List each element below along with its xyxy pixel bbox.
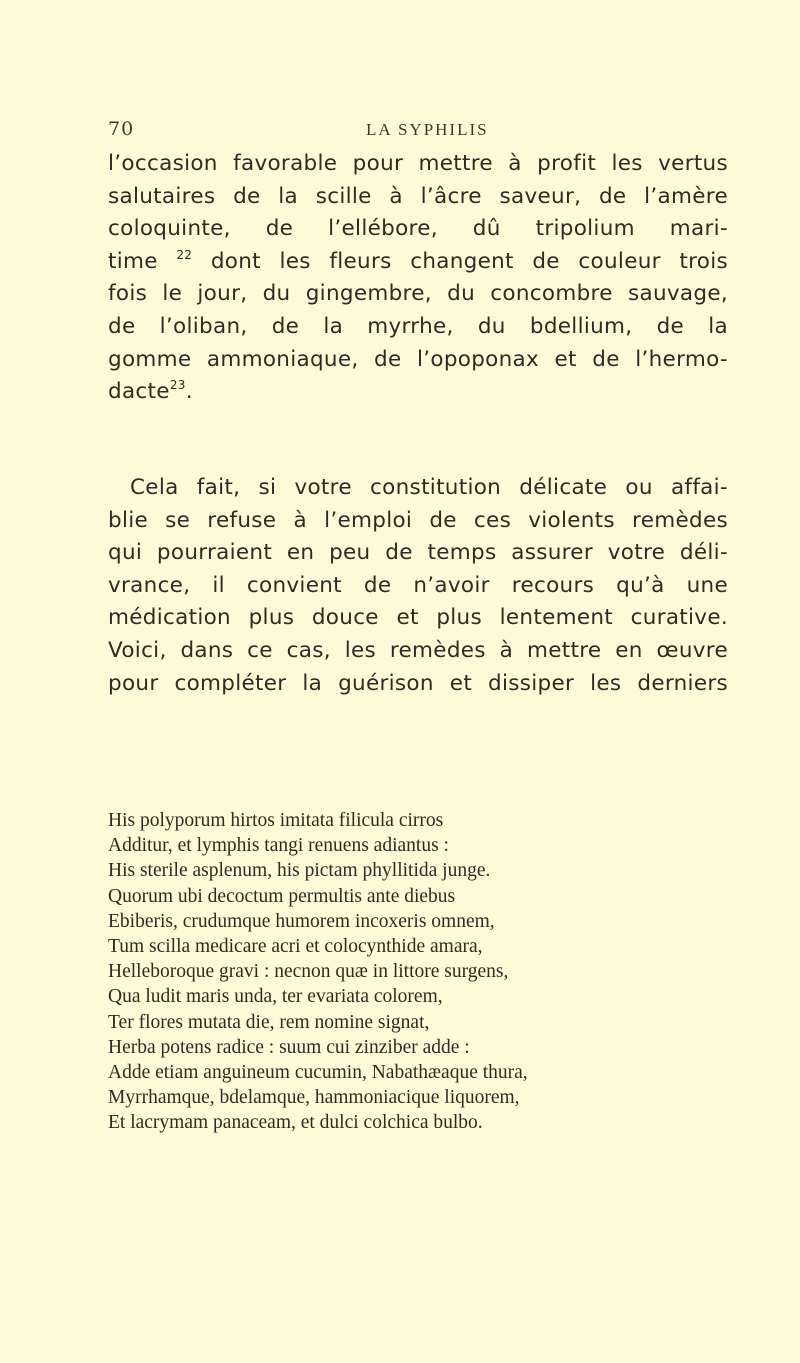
text-line: qui pourraient en peu de temps assurer votre déli- <box>108 540 728 566</box>
line-rest: dont les fleurs changent de couleur trois <box>210 248 729 274</box>
text-line: Cela fait, si votre constitution délicate ou affai- <box>130 475 728 500</box>
page-number: 70 <box>108 118 135 140</box>
text-line: fois le jour, du gingembre, du concombre sauvage, <box>108 281 728 307</box>
verse-line: Adde etiam anguineum cucumin, Nabathæaque thura, <box>108 1061 528 1083</box>
paragraph-2 <box>108 472 728 700</box>
verse-line: Qua ludit maris unda, ter evariata colorem, <box>108 986 443 1008</box>
verse-line: His polyporum hirtos imitata filicula cirros <box>108 810 444 831</box>
text-line: médication plus douce et plus lentement curative. <box>108 605 728 631</box>
text-line: l’occasion favorable pour mettre à profit les vertus <box>108 151 728 176</box>
verse-line: His sterile asplenum, his pictam phyllitida junge. <box>108 860 491 882</box>
running-title: LA SYPHILIS <box>366 120 489 139</box>
latin-poem-quote <box>108 808 728 1135</box>
line-prefix: time <box>108 248 158 274</box>
text-line: pour compléter la guérison et dissiper les derniers <box>108 670 728 696</box>
text-line: de l’oliban, de la myrrhe, du bdellium, de la <box>108 313 728 339</box>
verse-line: Ter flores mutata die, rem nomine signat, <box>108 1011 430 1033</box>
verse-line: Additur, et lymphis tangi renuens adiantus : <box>108 835 449 857</box>
verse-line: Helleboroque gravi : necnon quæ in littore surgens, <box>108 961 509 983</box>
page-header <box>108 118 718 148</box>
verse-line: Herba potens radice : suum cui zinziber adde : <box>108 1036 470 1058</box>
text-line-with-footnote <box>108 246 728 279</box>
verse-line: Quorum ubi decoctum permultis ante diebus <box>108 885 456 907</box>
footnote-ref-22: 22 <box>176 247 193 262</box>
text-line: salutaires de la scille à l’âcre saveur, de l’amère <box>108 183 728 209</box>
verse-line: Myrrhamque, bdelamque, hammoniacique liquorem, <box>108 1087 520 1109</box>
text-line: coloquinte, de l’ellébore, dû tripolium mari- <box>108 216 728 242</box>
paragraph-1 <box>108 148 728 409</box>
text-line-with-footnote <box>108 376 728 409</box>
text-line: gomme ammoniaque, de l’opoponax et de l’hermo- <box>108 346 728 372</box>
footnote-ref-23: 23 <box>169 378 186 393</box>
text-line: blie se refuse à l’emploi de ces violents remèdes <box>108 507 728 533</box>
verse-line: Ebiberis, crudumque humorem incoxeris omnem, <box>108 910 495 932</box>
text-line: vrance, il convient de n’avoir recours qu’à une <box>108 572 728 598</box>
line-word: dacte <box>108 379 170 405</box>
verse-line: Tum scilla medicare acri et colocynthide amara, <box>108 935 483 957</box>
text-line: Voici, dans ce cas, les remèdes à mettre en œuvre <box>108 637 728 663</box>
verse-line: Et lacrymam panaceam, et dulci colchica bulbo. <box>108 1112 483 1134</box>
final-punct: . <box>185 379 193 405</box>
